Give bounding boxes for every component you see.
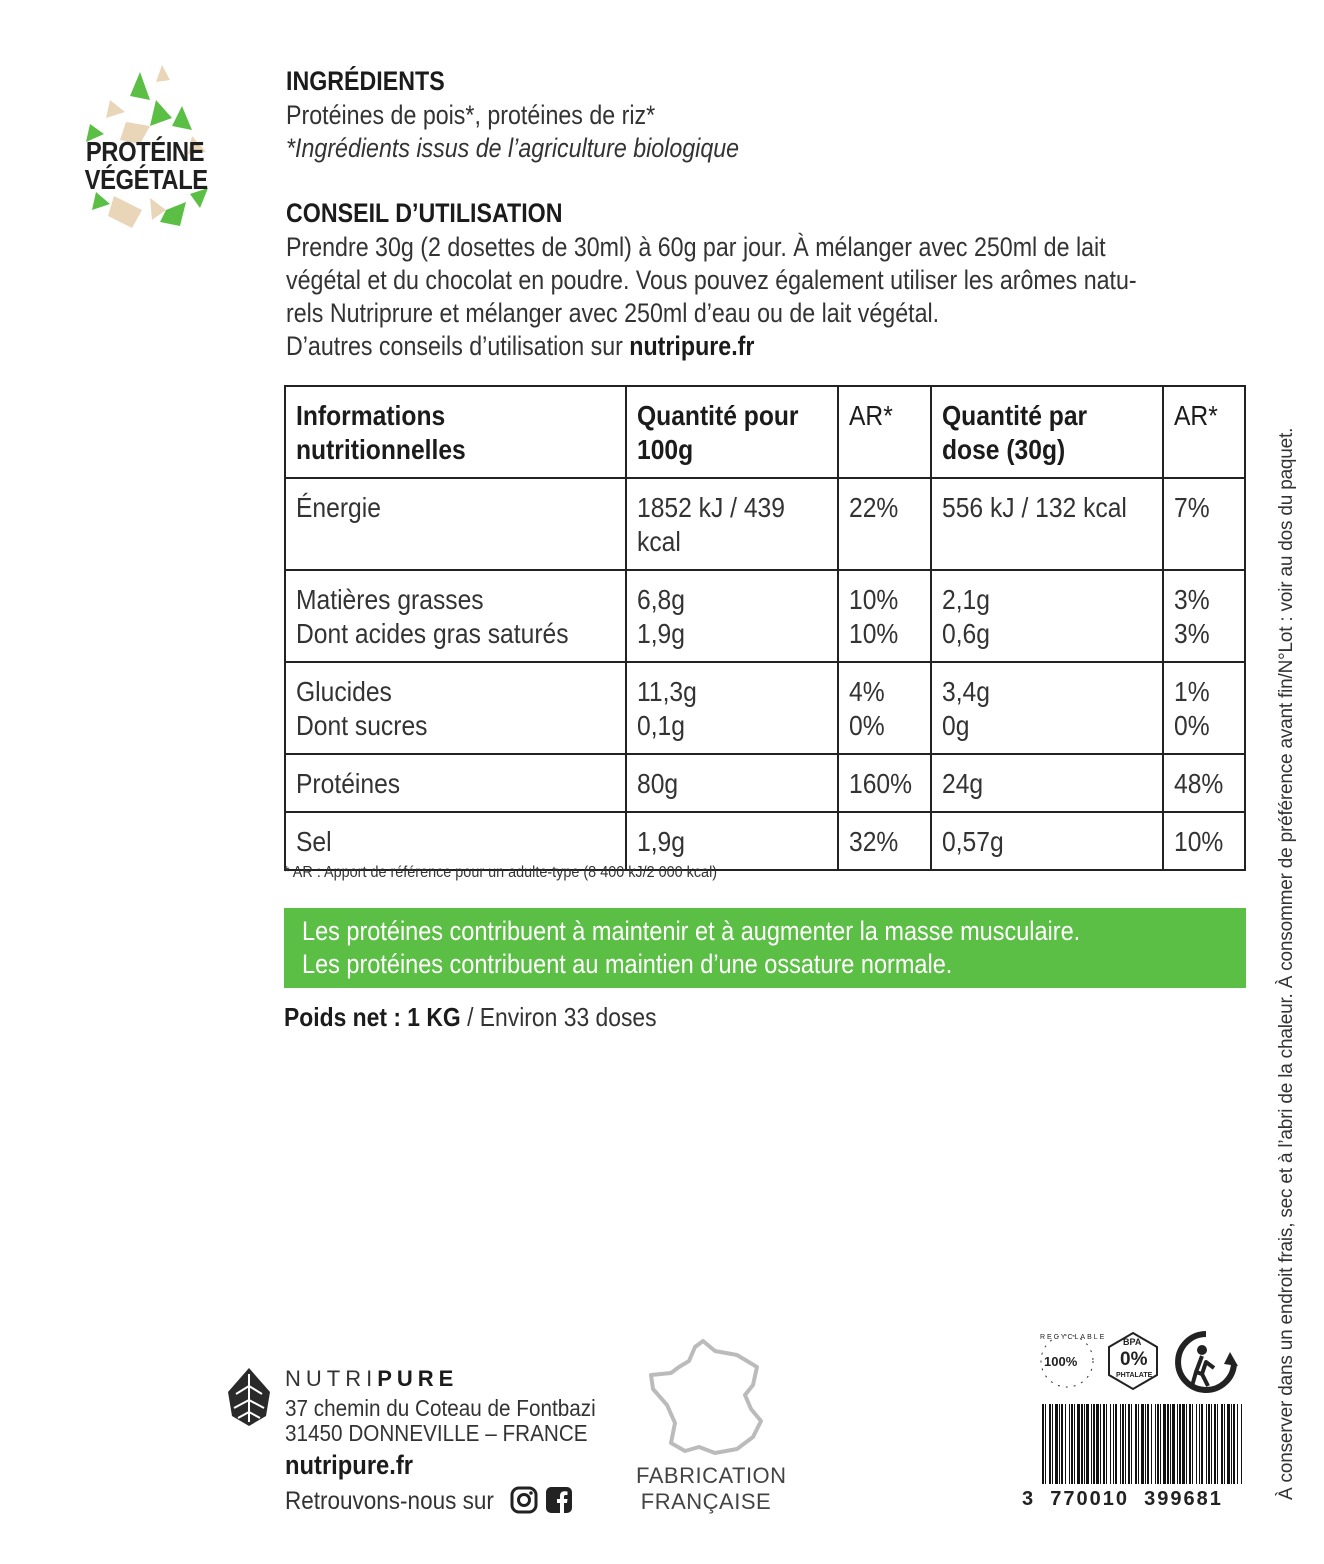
- barcode-bar: [1128, 1404, 1130, 1484]
- barcode-bar: [1081, 1404, 1083, 1484]
- barcode-bar: [1233, 1404, 1235, 1484]
- barcode-bar: [1221, 1404, 1223, 1484]
- table-row: Sel 1,9g 32% 0,57g 10%: [285, 812, 1245, 870]
- barcode-bar: [1189, 1404, 1191, 1484]
- nutripure-leaf-icon: [226, 1366, 272, 1428]
- barcode-bar: [1084, 1404, 1085, 1484]
- barcode-bar: [1045, 1404, 1046, 1484]
- ingredients-note: *Ingrédients issus de l’agriculture biologique: [286, 133, 740, 163]
- net-weight-label: Poids net : 1 KG: [284, 1002, 461, 1032]
- barcode: [1040, 1404, 1245, 1484]
- barcode-bar: [1077, 1404, 1080, 1484]
- barcode-bar: [1100, 1404, 1101, 1484]
- barcode-bar: [1055, 1404, 1058, 1484]
- barcode-bar: [1106, 1404, 1107, 1484]
- instagram-icon[interactable]: [510, 1486, 538, 1514]
- usage-line-4-text: D’autres conseils d’utilisation sur: [286, 331, 630, 361]
- barcode-bar: [1061, 1404, 1063, 1484]
- claim-line-1: Les protéines contribuent à maintenir et à augmenter la masse musculaire.: [302, 916, 1081, 946]
- barcode-bar: [1192, 1404, 1193, 1484]
- social-line: Retrouvons-nous sur: [285, 1487, 494, 1515]
- barcode-bar: [1214, 1404, 1216, 1484]
- logo-line-1: PROTÉINE: [85, 136, 205, 167]
- barcode-bar: [1145, 1404, 1146, 1484]
- nutrition-table: [284, 385, 1246, 871]
- barcode-bar: [1135, 1404, 1137, 1484]
- facebook-icon[interactable]: [545, 1486, 573, 1514]
- barcode-bar: [1170, 1404, 1171, 1484]
- claim-line-2: Les protéines contribuent au maintien d’une ossature normale.: [302, 949, 953, 979]
- barcode-bar: [1059, 1404, 1060, 1484]
- header-per-100g: Quantité pour 100g: [626, 386, 838, 478]
- barcode-bar: [1196, 1404, 1197, 1484]
- barcode-bar: [1167, 1404, 1169, 1484]
- barcode-bar: [1096, 1404, 1099, 1484]
- bpa-percent: 0%: [1120, 1349, 1148, 1370]
- barcode-bar: [1201, 1404, 1203, 1484]
- header-info: Informations nutritionnelles: [285, 386, 626, 478]
- barcode-bar: [1093, 1404, 1095, 1484]
- table-row: Glucides Dont sucres 11,3g 0,1g 4% 0% 3,4g 0g 1% 0%: [285, 662, 1245, 754]
- website-link[interactable]: nutripure.fr: [629, 331, 755, 361]
- address-line-1: 37 chemin du Coteau de Fontbazi: [285, 1395, 596, 1421]
- table-row: Matières grasses Dont acides gras saturés 6,8g 1,9g 10% 10% 2,1g 0,6g 3% 3%: [285, 570, 1245, 662]
- ingredients-title: INGRÉDIENTS: [286, 66, 445, 96]
- barcode-bar: [1182, 1404, 1185, 1484]
- header-ar-2: AR*: [1163, 386, 1245, 478]
- barcode-bar: [1052, 1404, 1053, 1484]
- barcode-bar: [1065, 1404, 1066, 1484]
- barcode-bar: [1155, 1404, 1156, 1484]
- barcode-bar: [1186, 1404, 1187, 1484]
- barcode-bar: [1179, 1404, 1181, 1484]
- address-line-2: 31450 DONNEVILLE – FRANCE: [285, 1420, 588, 1446]
- barcode-bar: [1163, 1404, 1166, 1484]
- barcode-bar: [1086, 1404, 1089, 1484]
- phtalate-label: PHTALATE: [1116, 1372, 1153, 1379]
- barcode-bar: [1217, 1404, 1218, 1484]
- table-header-row: [285, 386, 1245, 478]
- storage-instructions: À conserver dans un endroit frais, sec et à l’abri de la chaleur. À consommer de préférence avant fin/N°Lot : voir au dos du paquet.: [1276, 427, 1297, 1500]
- brand-name: NUTRIPURE: [285, 1366, 459, 1391]
- barcode-bar: [1241, 1404, 1242, 1484]
- usage-title: CONSEIL D’UTILISATION: [286, 198, 563, 228]
- barcode-bar: [1074, 1404, 1075, 1484]
- barcode-bar: [1042, 1404, 1044, 1484]
- barcode-bar: [1237, 1404, 1238, 1484]
- barcode-bar: [1211, 1404, 1212, 1484]
- website-footer-link[interactable]: nutripure.fr: [285, 1450, 414, 1480]
- ingredients-text: Protéines de pois*, protéines de riz*: [286, 100, 656, 130]
- barcode-bar: [1120, 1404, 1121, 1484]
- recyclable-percent: 100%: [1044, 1354, 1078, 1369]
- barcode-bar: [1138, 1404, 1139, 1484]
- barcode-bar: [1115, 1404, 1117, 1484]
- triman-recycling-icon: [1172, 1330, 1240, 1394]
- barcode-bar: [1172, 1404, 1175, 1484]
- barcode-bar: [1160, 1404, 1161, 1484]
- barcode-number: 3 770010 399681: [1022, 1488, 1223, 1510]
- barcode-bar: [1049, 1404, 1051, 1484]
- net-weight: [284, 1002, 657, 1033]
- header-per-dose: Quantité par dose (30g): [931, 386, 1163, 478]
- france-map-icon: [645, 1337, 770, 1462]
- barcode-bar: [1177, 1404, 1178, 1484]
- usage-line-1: Prendre 30g (2 dosettes de 30ml) à 60g par jour. À mélanger avec 250ml de lait: [286, 232, 1106, 262]
- barcode-bar: [1069, 1404, 1070, 1484]
- barcode-bar: [1208, 1404, 1210, 1484]
- barcode-bar: [1151, 1404, 1152, 1484]
- net-weight-doses: / Environ 33 doses: [460, 1002, 657, 1032]
- barcode-bar: [1071, 1404, 1073, 1484]
- barcode-bar: [1224, 1404, 1225, 1484]
- bpa-label: BPA: [1123, 1337, 1142, 1347]
- row-name: Énergie: [296, 492, 381, 523]
- barcode-bar: [1199, 1404, 1200, 1484]
- barcode-bar: [1091, 1404, 1092, 1484]
- logo-line-2: VÉGÉTALE: [84, 164, 208, 195]
- barcode-bar: [1141, 1404, 1144, 1484]
- barcode-bar: [1110, 1404, 1111, 1484]
- fabrication-line-2: FRANÇAISE: [640, 1489, 772, 1514]
- barcode-bar: [1227, 1404, 1230, 1484]
- barcode-bar: [1206, 1404, 1207, 1484]
- usage-line-3: rels Nutriprure et mélanger avec 250ml d’eau ou de lait végétal.: [286, 298, 940, 328]
- barcode-bar: [1103, 1404, 1105, 1484]
- table-row: Énergie 1852 kJ / 439 kcal 22% 556 kJ / 132 kcal 7%: [285, 478, 1245, 570]
- barcode-bar: [1157, 1404, 1159, 1484]
- health-claims-banner: [284, 908, 1246, 988]
- reference-footnote: * AR : Apport de référence pour un adulte-type (8 400 kJ/2 000 kcal): [284, 864, 718, 881]
- table-row: Protéines 80g 160% 24g 48%: [285, 754, 1245, 812]
- recyclable-ring-text: RECYCLABLE: [1040, 1334, 1107, 1341]
- barcode-bar: [1122, 1404, 1124, 1484]
- barcode-bar: [1131, 1404, 1132, 1484]
- barcode-bar: [1147, 1404, 1149, 1484]
- usage-line-4: [286, 330, 754, 363]
- fabrication-line-1: FABRICATION: [636, 1463, 787, 1488]
- barcode-bar: [1231, 1404, 1232, 1484]
- barcode-bar: [1113, 1404, 1114, 1484]
- protein-vegetale-logo: [70, 60, 220, 235]
- barcode-bar: [1125, 1404, 1126, 1484]
- header-ar-1: AR*: [838, 386, 932, 478]
- usage-line-2: végétal et du chocolat en poudre. Vous pouvez également utiliser les arômes natu-: [286, 265, 1137, 295]
